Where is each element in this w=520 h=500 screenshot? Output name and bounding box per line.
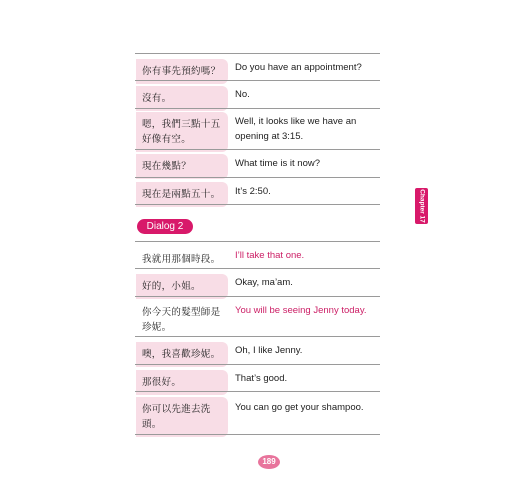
english-cell: Okay, ma’am.: [235, 277, 293, 288]
chinese-cell: 那很好。: [136, 370, 228, 395]
dialog2-badge: Dialog 2: [137, 219, 193, 234]
chinese-cell: 你有事先預約嗎？: [136, 59, 228, 84]
chinese-cell: 你今天的髮型師是珍妮。: [142, 307, 221, 333]
table-row: [135, 336, 380, 364]
chapter-tab-label: Chapter 17: [418, 189, 425, 223]
english-cell: What time is it now?: [235, 158, 320, 169]
english-cell: That’s good.: [235, 373, 288, 384]
row-divider: [135, 204, 380, 205]
table-row: [135, 177, 380, 204]
table-row: [135, 296, 380, 336]
page-number: 189: [258, 455, 280, 469]
row-divider: [135, 434, 380, 435]
english-cell: Well, it looks like we have an opening at 3:15.: [235, 116, 357, 142]
chinese-cell: 現在幾點？: [136, 154, 228, 179]
english-cell-highlight: You will be seeing Jenny today.: [235, 305, 367, 316]
table-row: [135, 53, 380, 80]
english-cell-highlight: I’ll take that one.: [235, 250, 305, 261]
chinese-cell: 你可以先進去洗頭。: [136, 397, 228, 437]
chinese-cell: 我就用那個時段。: [142, 254, 221, 265]
english-cell: It’s 2:50.: [235, 186, 271, 197]
table-row: [135, 149, 380, 177]
chinese-cell: 嗯，我們三點十五好像有空。: [136, 112, 228, 152]
table-row: [135, 364, 380, 391]
english-cell: Oh, I like Jenny.: [235, 345, 303, 356]
chinese-cell: 現在是兩點五十。: [136, 182, 228, 207]
table-row: [135, 268, 380, 296]
table-row: [135, 241, 380, 268]
chinese-cell: 好的，小姐。: [136, 274, 228, 299]
english-cell: You can go get your shampoo.: [235, 402, 364, 413]
table-row: [135, 80, 380, 108]
table-row: [135, 391, 380, 434]
table-row: [135, 108, 380, 149]
chapter-tab: [415, 188, 428, 224]
english-cell: No.: [235, 89, 250, 100]
english-cell: Do you have an appointment?: [235, 62, 362, 73]
chinese-cell: 噢，我喜歡珍妮。: [136, 342, 228, 367]
chinese-cell: 沒有。: [136, 86, 228, 111]
